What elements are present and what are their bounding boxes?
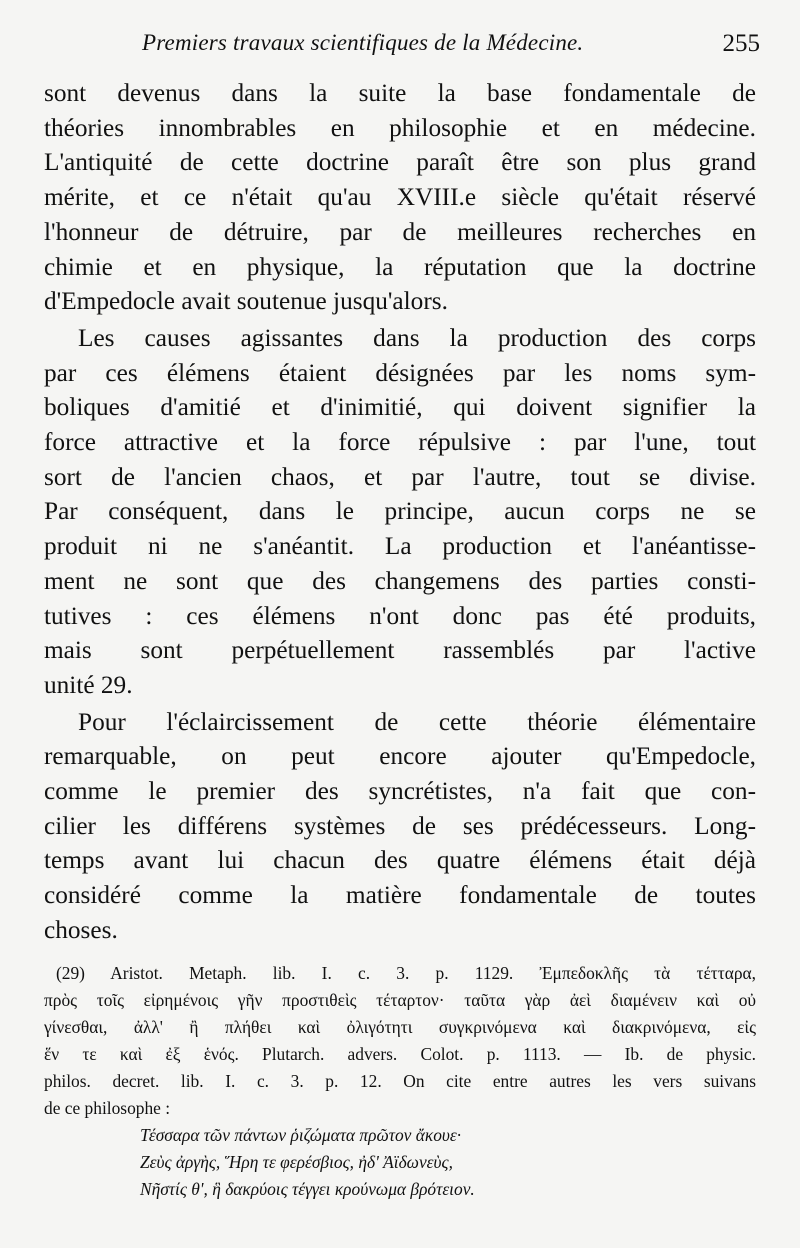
text-line: l'honneur de détruire, par de meilleures recherches en bbox=[44, 217, 756, 246]
text-line: sort de l'ancien chaos, et par l'autre, tout se divise. bbox=[44, 462, 756, 491]
text-line: comme le premier des syncrétistes, n'a fait que con- bbox=[44, 777, 756, 806]
text-line: remarquable, on peut encore ajouter qu'Empedocle, bbox=[44, 742, 756, 771]
text-line: cilier les différens systèmes de ses prédécesseurs. Long- bbox=[44, 811, 756, 840]
paragraph-2 bbox=[44, 321, 756, 703]
text-line: temps avant lui chacun des quatre élémens était déjà bbox=[44, 846, 756, 875]
text-line: boliques d'amitié et d'inimitié, qui doivent signifier la bbox=[44, 393, 756, 422]
text-line: sont devenus dans la suite la base fondamentale de bbox=[44, 79, 756, 107]
greek-verse: Τέσσαρα τῶν πάντων ῥιζώματα πρῶτον ἄκουε· bbox=[140, 1125, 462, 1145]
text-line: considéré comme la matière fondamentale de toutes bbox=[44, 881, 756, 910]
text-line: produit ni ne s'anéantit. La production et l'anéantisse- bbox=[44, 532, 756, 561]
main-text bbox=[44, 76, 756, 950]
text-line: ment ne sont que des changemens des parties consti- bbox=[44, 566, 756, 595]
text-line: par ces élémens étaient désignées par les noms sym- bbox=[44, 358, 756, 387]
footnote-line: ἕν τε καὶ ἐξ ἑνός. Plutarch. advers. Colot. p. 1113. — Ib. de physic. bbox=[44, 1044, 756, 1064]
footnote-line: (29) Aristot. Metaph. lib. I. c. 3. p. 1129. Ἐμπεδοκλῆς τὰ τέτταρα, bbox=[56, 963, 756, 983]
footnote-line: de ce philosophe : bbox=[44, 1098, 171, 1118]
text-line: Par conséquent, dans le principe, aucun corps ne se bbox=[44, 497, 756, 526]
text-line: d'Empedocle avait soutenue jusqu'alors. bbox=[44, 287, 448, 316]
text-line: force attractive et la force répulsive : par l'une, tout bbox=[44, 428, 756, 457]
text-line: choses. bbox=[44, 915, 118, 944]
text-line: mais sont perpétuellement rassemblés par l'active bbox=[44, 636, 756, 665]
footnote-line: πρὸς τοῖς εἰρημένοις γῆν προστιθεὶς τέταρτον· ταῦτα γὰρ ἀεὶ διαμένειν καὶ οὐ bbox=[44, 990, 756, 1010]
page-header bbox=[40, 30, 760, 64]
text-line: tutives : ces élémens n'ont donc pas été produits, bbox=[44, 601, 756, 630]
text-line: Pour l'éclaircissement de cette théorie élémentaire bbox=[78, 707, 756, 736]
footnote-29 bbox=[44, 960, 756, 1203]
text-line: mérite, et ce n'était qu'au XVIII.e siècle qu'était réservé bbox=[44, 183, 756, 212]
text-line: Les causes agissantes dans la production des corps bbox=[78, 323, 756, 352]
greek-verse: Νῆστίς θ', ἣ δακρύοις τέγγει κρούνωμα βρότειον. bbox=[140, 1179, 475, 1199]
footnote-line: philos. decret. lib. I. c. 3. p. 12. On cite entre autres les vers suivans bbox=[44, 1071, 756, 1091]
greek-verse: Ζεὺς ἀργὴς, Ἥρη τε φερέσβιος, ἠδ' Ἀϊδωνεὺς, bbox=[140, 1152, 453, 1172]
text-line: L'antiquité de cette doctrine paraît être son plus grand bbox=[44, 148, 756, 177]
text-line: théories innombrables en philosophie et en médecine. bbox=[44, 113, 756, 142]
text-line: unité 29. bbox=[44, 670, 133, 699]
footnote-line: γίνεσθαι, ἀλλ' ἢ πλήθει καὶ ὀλιγότητι συγκρινόμενα καὶ διακρινόμενα, εἰς bbox=[44, 1017, 756, 1037]
paragraph-3 bbox=[44, 705, 756, 948]
running-title: Premiers travaux scientifiques de la Médecine. bbox=[142, 30, 584, 55]
paragraph-1 bbox=[44, 76, 756, 319]
page-number: 255 bbox=[722, 30, 760, 57]
text-line: chimie et en physique, la réputation que la doctrine bbox=[44, 252, 756, 281]
